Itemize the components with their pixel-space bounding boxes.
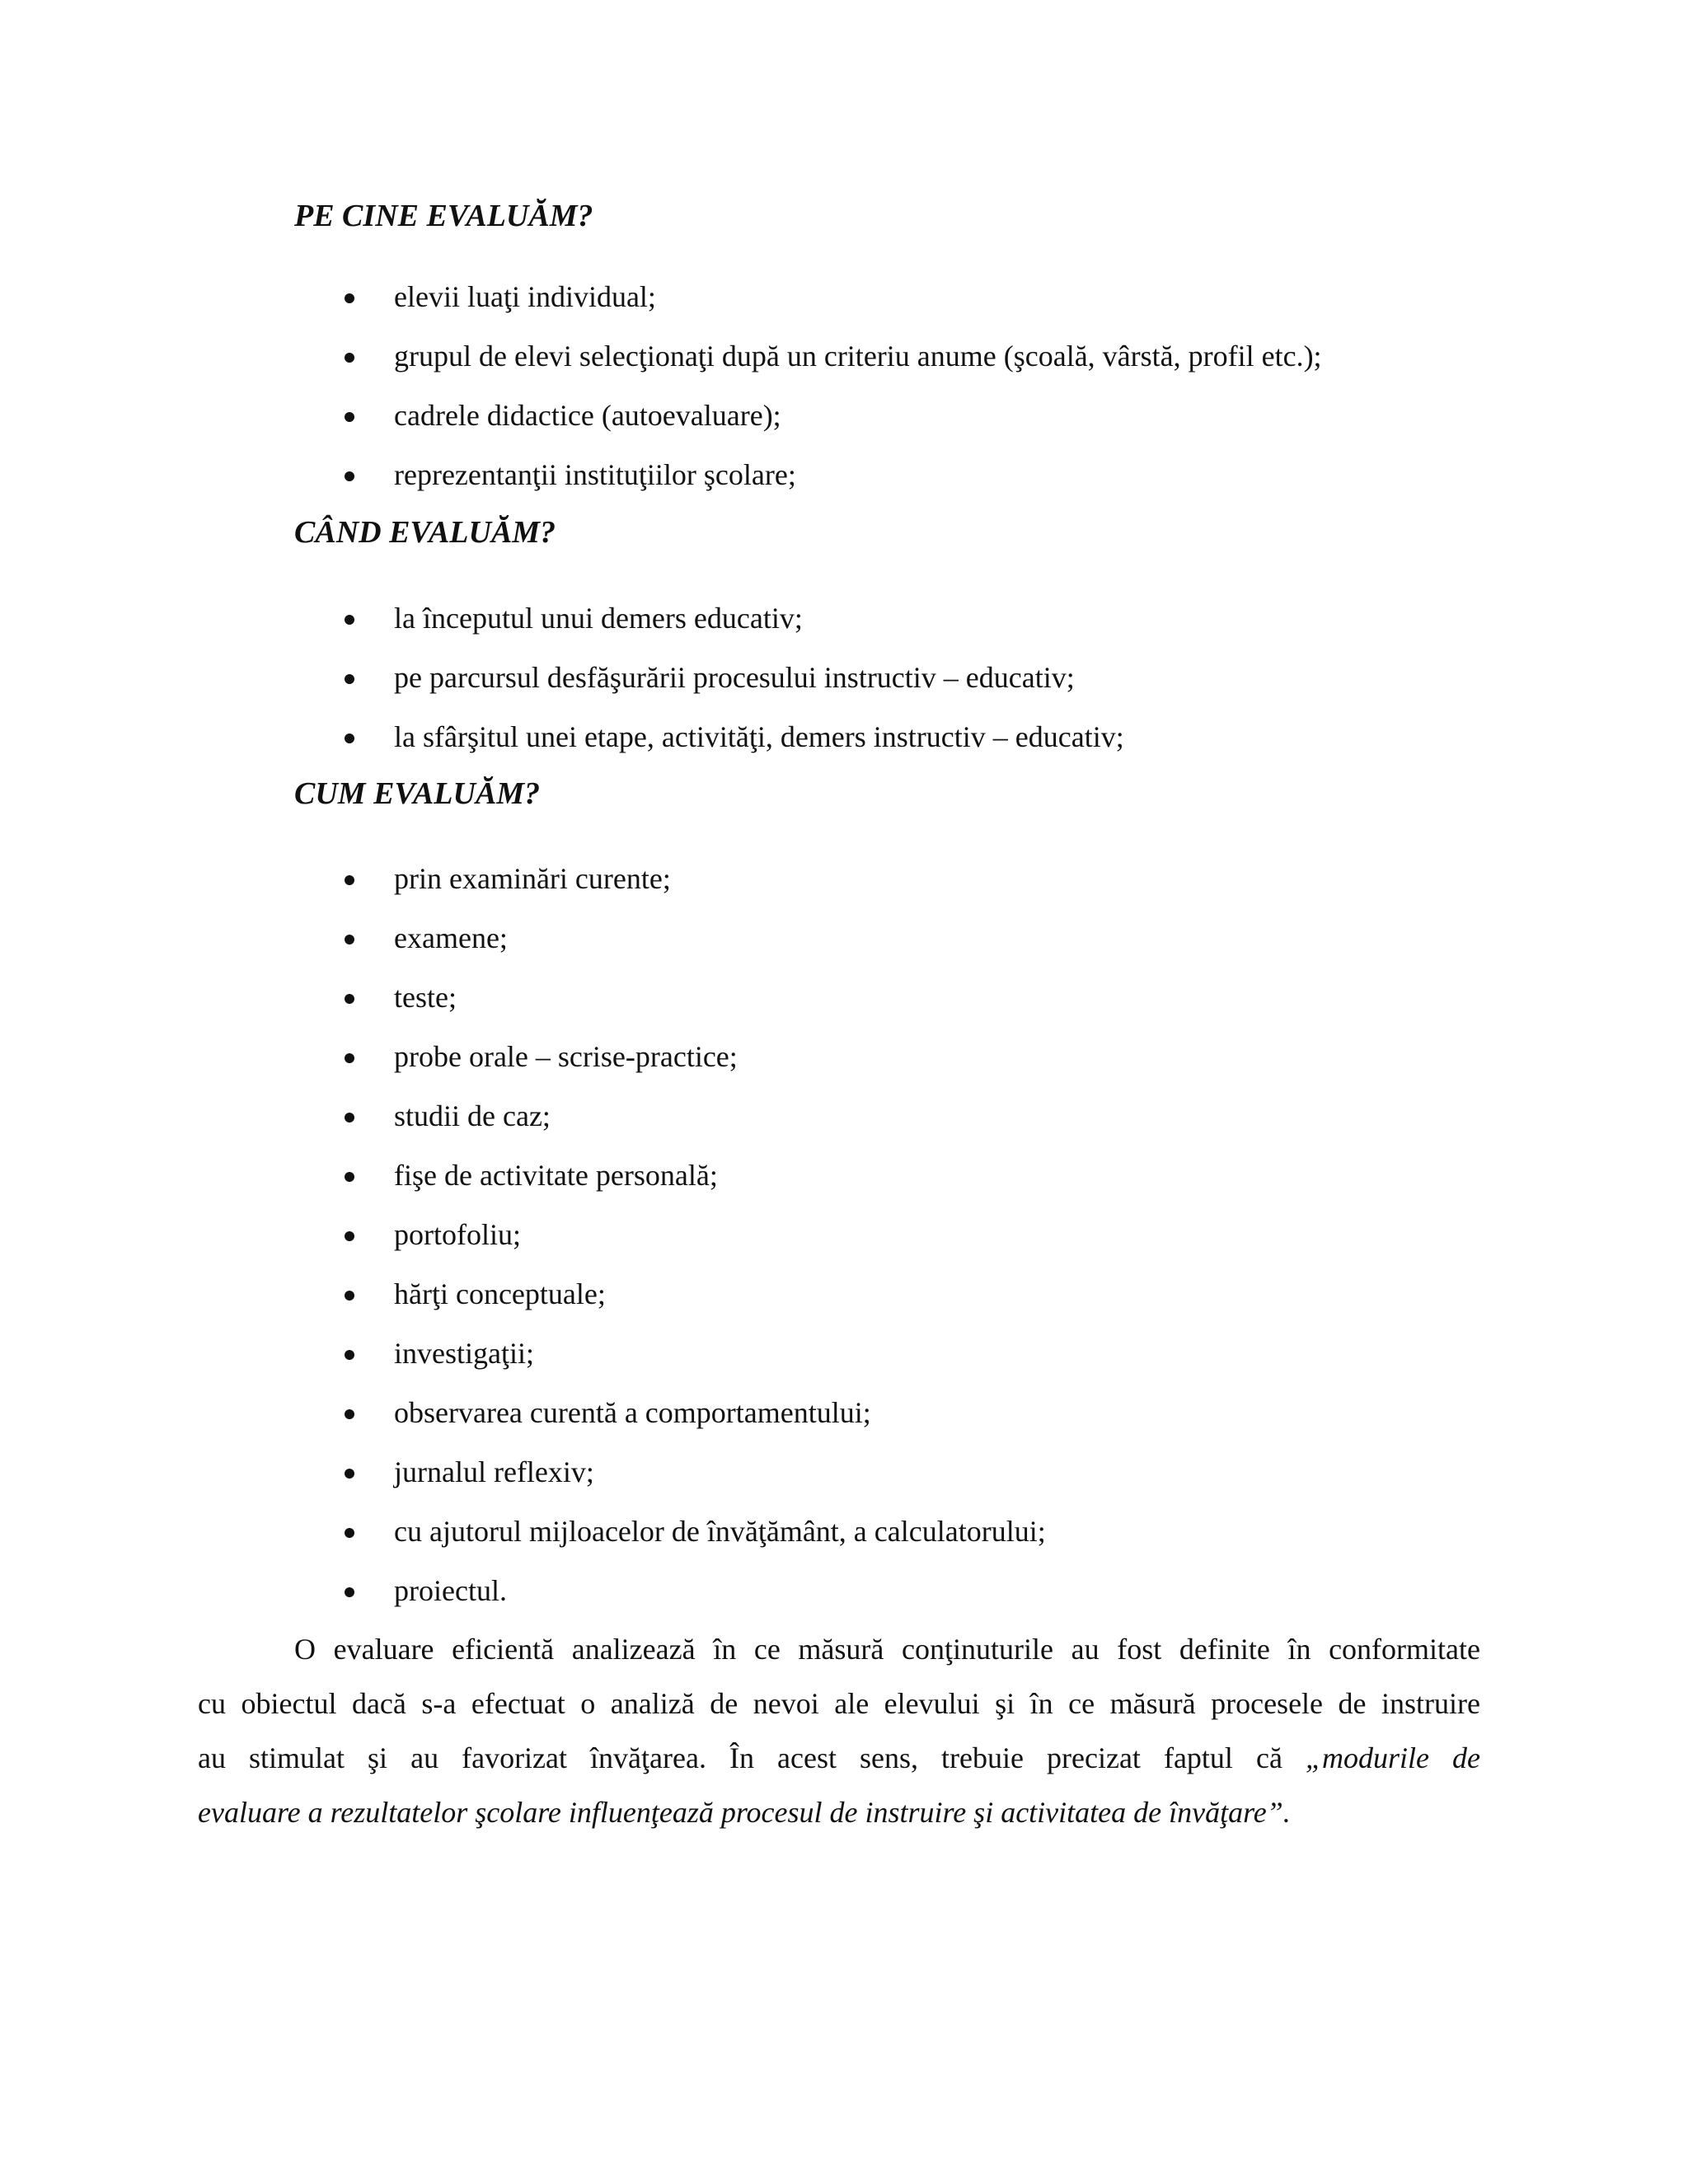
paragraph-line <box>198 1731 1480 1785</box>
quote-start: „modurile de <box>1305 1741 1480 1774</box>
bullet-icon <box>345 412 354 422</box>
bullet-icon <box>345 994 354 1004</box>
bullet-icon <box>345 1469 354 1479</box>
bullet-icon <box>345 1231 354 1241</box>
bullet-icon <box>345 935 354 944</box>
bullet-icon <box>345 875 354 885</box>
heading-cand-evaluam: CÂND EVALUĂM? <box>294 515 556 550</box>
bullet-icon <box>345 1587 354 1597</box>
bullet-icon <box>345 1409 354 1419</box>
bullet-icon <box>345 1350 354 1360</box>
bullet-icon <box>345 733 354 743</box>
bullet-icon <box>345 674 354 684</box>
bullet-icon <box>345 1053 354 1063</box>
bullet-icon <box>345 353 354 363</box>
paragraph-line: cu obiectul dacă s-a efectuat o analiză de nevoi ale elevului şi în ce măsură procesele de instruire <box>198 1687 1480 1720</box>
paragraph-text: au stimulat şi au favorizat învăţarea. În acest sens, trebuie precizat faptul că <box>198 1741 1282 1774</box>
bullet-icon <box>345 293 354 303</box>
heading-cum-evaluam: CUM EVALUĂM? <box>294 776 541 811</box>
document-page: PE CINE EVALUĂM? elevii luaţi individual; grupul de elevi selecţionaţi după un criteriu anume (şcoală, vârstă, profil etc.); cadrele didactice (autoevaluare); reprezentanţii instituţiilor şcolare; CÂND EVALUĂM? la începutul unui demers educativ; pe parcursul desfăşurării procesului instructiv – educativ; la sfârşitul unei etape, activităţi, demers instructiv – educativ; CUM EVALUĂM? prin examinări curente; examene; teste; probe orale – scrise-practice; studii de caz; fişe de activitate personală; portofoliu; hărţi conceptuale; investigaţii; observarea curentă a comportamentului; jurnalul reflexiv; cu ajutorul mijloacelor de învăţământ, a calculatorului; proiectul. O evaluare eficientă analizează în ce măsură conţinuturile au fost definite în conformitate cu obiectul dacă s-a efectuat o analiză de nevoi ale elevului şi în ce măsură procesele de instruire au stimulat şi au favorizat învăţarea. În acest sens, trebuie precizat faptul că „modurile de evaluare a rezultatelor şcolare influenţează procesul de instruire şi activitatea de învăţare”. <box>0 0 1688 2184</box>
bullet-icon <box>345 1113 354 1122</box>
heading-pe-cine-evaluam: PE CINE EVALUĂM? <box>294 199 593 233</box>
bullet-icon <box>345 1291 354 1301</box>
bullet-icon <box>345 615 354 625</box>
body-paragraph <box>198 1622 1480 1840</box>
bullet-icon <box>345 1528 354 1538</box>
paragraph-line: O evaluare eficientă analizează în ce măsură conţinuturile au fost definite în conformitate <box>294 1633 1480 1666</box>
bullet-icon <box>345 1172 354 1182</box>
bullet-icon <box>345 471 354 481</box>
paragraph-quote-line: evaluare a rezultatelor şcolare influenţează procesul de instruire şi activitatea de învăţare”. <box>198 1796 1291 1829</box>
